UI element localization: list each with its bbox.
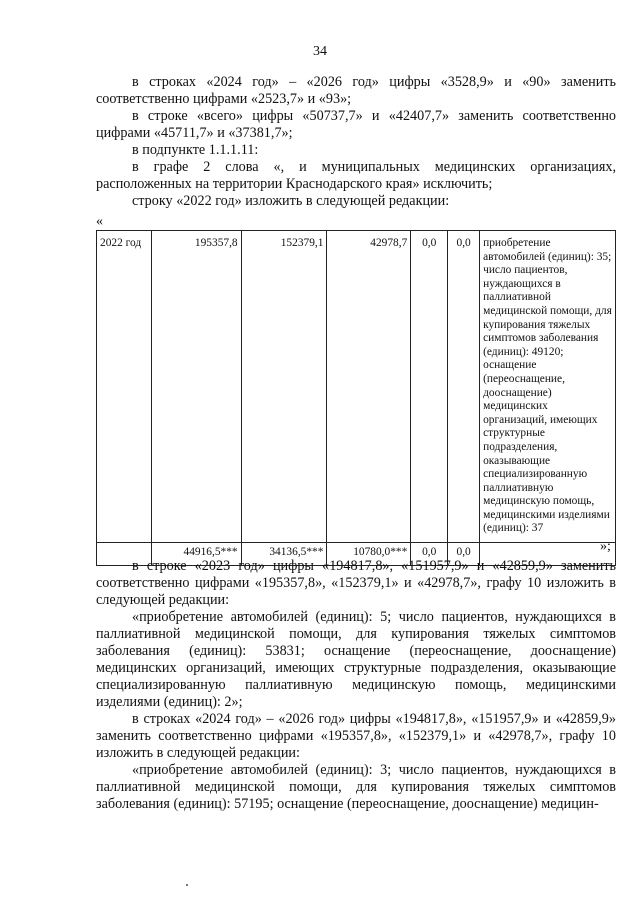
paragraph-4: в графе 2 слова «, и муниципальных медицинских организациях, расположенных на территории Краснодарского края» исключить; bbox=[96, 159, 616, 192]
cell-year: 2022 год bbox=[97, 231, 152, 543]
cell-other: 0,0 bbox=[448, 231, 480, 543]
cell-regional: 152379,1 bbox=[241, 231, 327, 543]
top-text bbox=[96, 74, 616, 210]
paragraph-5: строку «2022 год» изложить в следующей редакции: bbox=[132, 193, 450, 209]
paragraph-3: в подпункте 1.1.1.11: bbox=[132, 142, 259, 158]
cell-description: приобретение автомобилей (единиц): 35; число пациентов, нуждающихся в паллиативной медицинской помощи, для купирования тяжелых симптомов заболевания (единиц): 49120; оснащение (переоснащение, дооснащение) медицинских организаций, имеющих структурные подразделения, оказывающие специализированную паллиативную медицинскую помощь, медицинскими изделиями (единиц): 37 bbox=[480, 231, 616, 543]
paragraph-2: в строке «всего» цифры «50737,7» и «42407,7» заменить соответственно цифрами «45711,7» и «37381,7»; bbox=[96, 108, 616, 141]
page-number: 34 bbox=[313, 44, 327, 59]
cell-other: 0,0 bbox=[448, 543, 480, 566]
cell-federal: 10780,0*** bbox=[327, 543, 411, 566]
cell-local: 0,0 bbox=[411, 231, 448, 543]
paragraph-1: в строках «2024 год» – «2026 год» цифры «3528,9» и «90» заменить соответственно цифрами «2523,7» и «93»; bbox=[96, 74, 616, 107]
table-row-2022 bbox=[97, 231, 616, 543]
scan-speck bbox=[186, 884, 188, 886]
replacement-table bbox=[96, 230, 616, 566]
bottom-text bbox=[96, 558, 616, 813]
paragraph-6: в строке «2023 год» цифры «194817,8», «151957,9» и «42859,9» заменить соответственно цифрами «195357,8», «152379,1» и «42978,7», графу 10 изложить в следующей редакции: bbox=[96, 558, 616, 608]
paragraph-9: «приобретение автомобилей (единиц): 3; число пациентов, нуждающихся в паллиативной медицинской помощи, для купирования тяжелых симптомов заболевания (единиц): 57195; оснащение (переоснащение, дооснащение) медицин- bbox=[96, 762, 616, 812]
paragraph-7: «приобретение автомобилей (единиц): 5; число пациентов, нуждающихся в паллиативной медицинской помощи, для купирования тяжелых симптомов заболевания (единиц): 53831; оснащение (переоснащение, дооснащение) медицинских организаций, имеющих структурные подразделения, оказывающие специализированную паллиативную медицинскую помощь, медицинскими изделиями (единиц): 2»; bbox=[96, 609, 616, 710]
paragraph-8: в строках «2024 год» – «2026 год» цифры «194817,8», «151957,9» и «42859,9» заменить соответственно цифрами «195357,8», «152379,1» и «42978,7», графу 10 изложить в следующей редакции: bbox=[96, 711, 616, 761]
cell-regional: 34136,5*** bbox=[241, 543, 327, 566]
cell-total: 44916,5*** bbox=[151, 543, 241, 566]
opening-quote: « bbox=[96, 214, 103, 229]
cell-local: 0,0 bbox=[411, 543, 448, 566]
closing-quote: »; bbox=[600, 539, 611, 554]
cell-total: 195357,8 bbox=[151, 231, 241, 543]
cell-federal: 42978,7 bbox=[327, 231, 411, 543]
